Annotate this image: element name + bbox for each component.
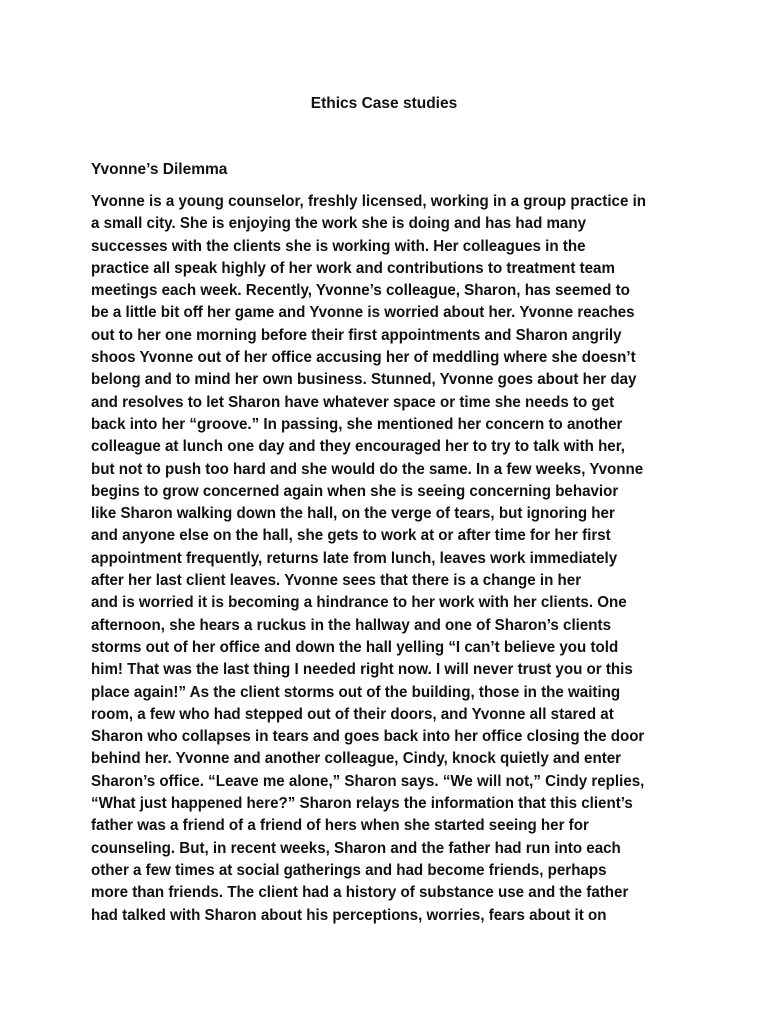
text-line: Sharon who collapses in tears and goes back into her office closing the door (91, 728, 645, 746)
text-line: more than friends. The client had a history of substance use and the father (91, 884, 629, 902)
text-line: out to her one morning before their first appointments and Sharon angrily (91, 326, 622, 344)
text-line: counseling. But, in recent weeks, Sharon and the father had run into each (91, 839, 621, 857)
body-paragraph (91, 191, 691, 927)
text-line: room, a few who had stepped out of their doors, and Yvonne all stared at (91, 705, 614, 723)
text-line: behind her. Yvonne and another colleague, Cindy, knock quietly and enter (91, 750, 622, 768)
text-line: but not to push too hard and she would do the same. In a few weeks, Yvonne (91, 460, 644, 478)
text-line: be a little bit off her game and Yvonne is worried about her. Yvonne reaches (91, 304, 635, 322)
text-line: had talked with Sharon about his perceptions, worries, fears about it on (91, 906, 607, 924)
text-line: a small city. She is enjoying the work she is doing and has had many (91, 215, 587, 233)
text-line: back into her “groove.” In passing, she mentioned her concern to another (91, 415, 623, 433)
text-line: and resolves to let Sharon have whatever space or time she needs to get (91, 393, 615, 411)
text-line: “What just happened here?” Sharon relays the information that this client’s (91, 795, 633, 813)
text-line: other a few times at social gatherings and had become friends, perhaps (91, 861, 607, 879)
text-line: Sharon’s office. “Leave me alone,” Sharon says. “We will not,” Cindy replies, (91, 772, 645, 790)
text-line: colleague at lunch one day and they encouraged her to try to talk with her, (91, 438, 625, 456)
text-line: meetings each week. Recently, Yvonne’s colleague, Sharon, has seemed to (91, 282, 630, 300)
text-line: successes with the clients she is working with. Her colleagues in the (91, 237, 586, 255)
text-line: belong and to mind her own business. Stunned, Yvonne goes about her day (91, 371, 637, 389)
text-line: and is worried it is becoming a hindrance to her work with her clients. One (91, 594, 627, 612)
text-line: begins to grow concerned again when she is seeing concerning behavior (91, 482, 619, 500)
text-line: and anyone else on the hall, she gets to work at or after time for her first (91, 527, 611, 545)
text-line: father was a friend of a friend of hers when she started seeing her for (91, 817, 589, 835)
text-line: like Sharon walking down the hall, on the verge of tears, but ignoring her (91, 505, 615, 523)
text-line: appointment frequently, returns late from lunch, leaves work immediately (91, 549, 618, 567)
text-line: storms out of her office and down the hall yelling “I can’t believe you told (91, 638, 619, 656)
document-title: Ethics Case studies (310, 95, 458, 112)
text-line: afternoon, she hears a ruckus in the hallway and one of Sharon’s clients (91, 616, 611, 634)
text-line: shoos Yvonne out of her office accusing her of meddling where she doesn’t (91, 349, 636, 367)
text-line: Yvonne is a young counselor, freshly licensed, working in a group practice in (91, 193, 647, 210)
text-line: practice all speak highly of her work and contributions to treatment team (91, 259, 615, 277)
text-line: place again!” As the client storms out of the building, those in the waiting (91, 683, 621, 701)
section-heading: Yvonne’s Dilemma (91, 161, 228, 178)
text-line: him! That was the last thing I needed right now. I will never trust you or this (91, 661, 633, 679)
text-line: after her last client leaves. Yvonne sees that there is a change in her (91, 572, 582, 590)
